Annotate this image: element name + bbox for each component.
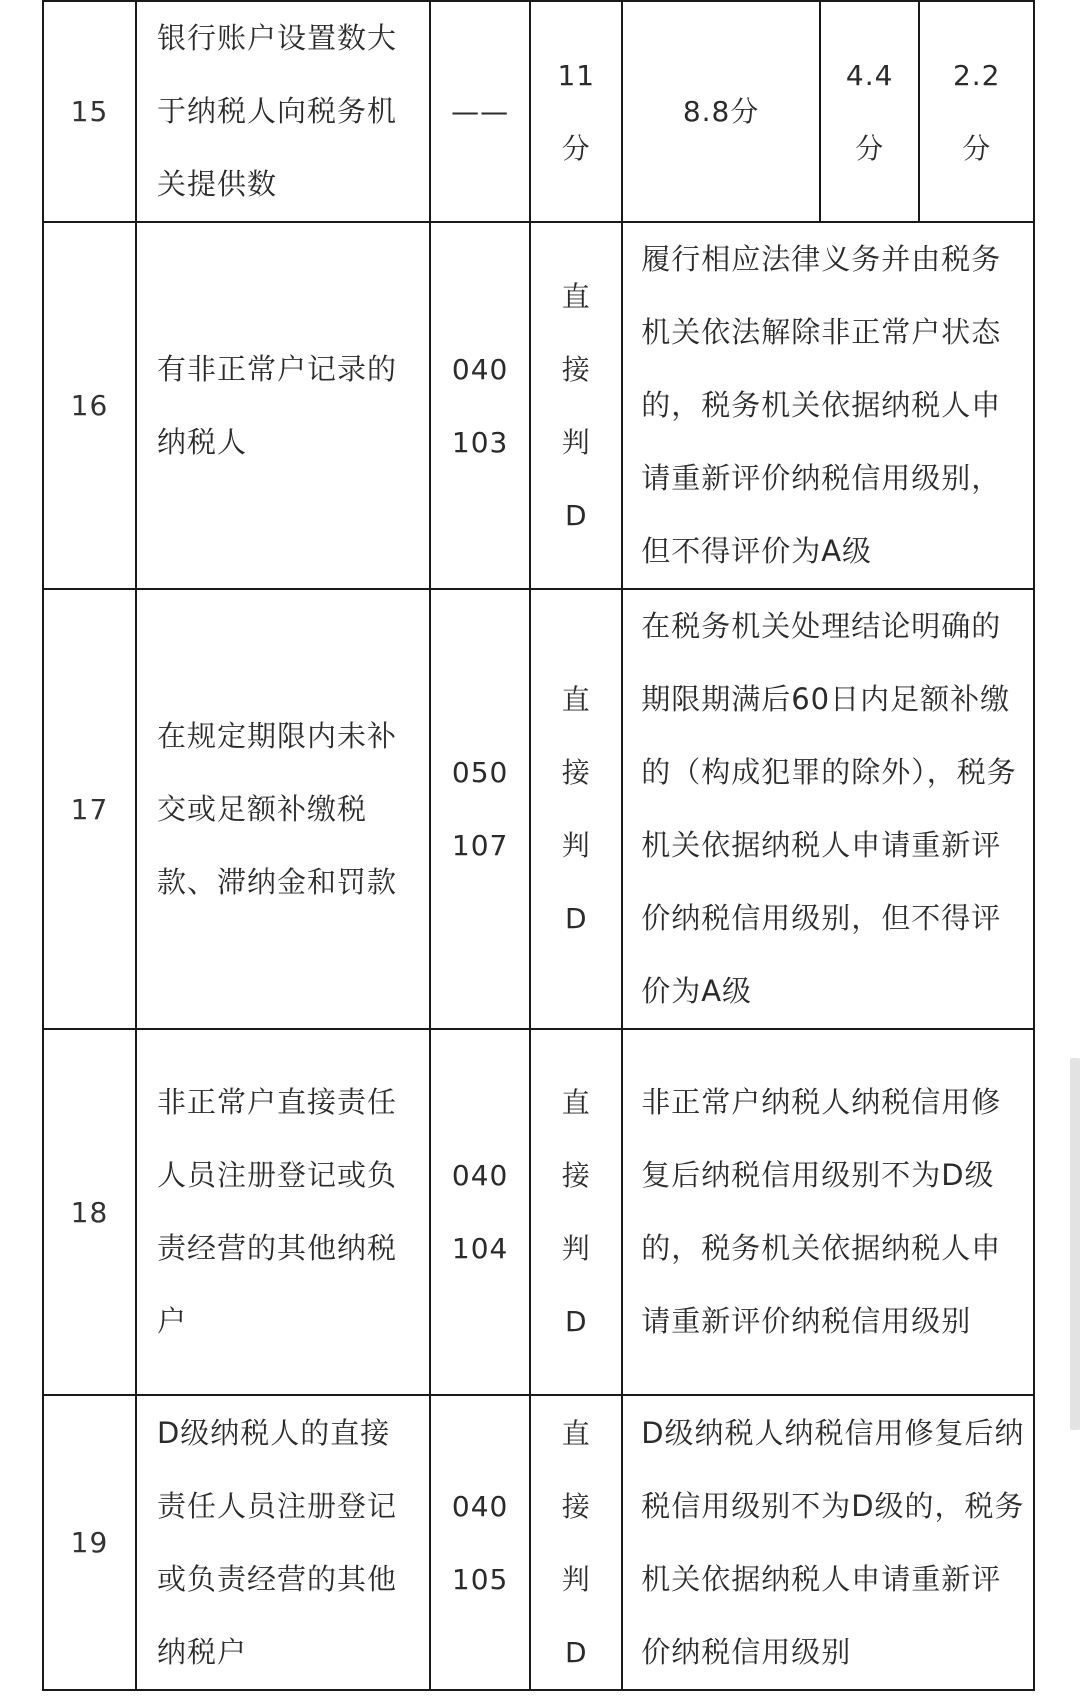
cell-score: 直 接 判 D: [530, 1395, 622, 1690]
table-row: [43, 589, 1034, 1029]
table-row: [43, 1029, 1034, 1395]
cell-score: 直 接 判 D: [530, 1029, 622, 1395]
cell-number: 15: [43, 1, 136, 222]
cell-item: 有非正常户记录的纳税人: [136, 222, 430, 589]
cell-code: ——: [430, 1, 531, 222]
cell-code: 040 103: [430, 222, 531, 589]
scrollbar-thumb[interactable]: [1070, 1058, 1080, 1430]
credit-evaluation-table: [42, 0, 1035, 1691]
cell-item: D级纳税人的直接责任人员注册登记或负责经营的其他纳税户: [136, 1395, 430, 1690]
table-row: [43, 1395, 1034, 1690]
cell-remedy-description: D级纳税人纳税信用修复后纳税信用级别不为D级的，税务机关依据纳税人申请重新评价纳税信用级别: [622, 1395, 1034, 1690]
cell-item: 在规定期限内未补交或足额补缴税款、滞纳金和罚款: [136, 589, 430, 1029]
cell-score: 直 接 判 D: [530, 589, 622, 1029]
cell-score: 11 分: [530, 1, 622, 222]
cell-code: 050 107: [430, 589, 531, 1029]
cell-remedy-description: 履行相应法律义务并由税务机关依法解除非正常户状态的，税务机关依据纳税人申请重新评价纳税信用级别，但不得评价为A级: [622, 222, 1034, 589]
table-row: [43, 222, 1034, 589]
cell-item: 银行账户设置数大于纳税人向税务机关提供数: [136, 1, 430, 222]
cell-code: 040 105: [430, 1395, 531, 1690]
cell-score-c: 2.2 分: [919, 1, 1034, 222]
cell-number: 16: [43, 222, 136, 589]
cell-score: 直 接 判 D: [530, 222, 622, 589]
cell-code: 040 104: [430, 1029, 531, 1395]
cell-score-a: 8.8分: [622, 1, 820, 222]
cell-number: 18: [43, 1029, 136, 1395]
cell-number: 19: [43, 1395, 136, 1690]
cell-remedy-description: 非正常户纳税人纳税信用修复后纳税信用级别不为D级的，税务机关依据纳税人申请重新评价纳税信用级别: [622, 1029, 1034, 1395]
cell-remedy-description: 在税务机关处理结论明确的期限期满后60日内足额补缴的（构成犯罪的除外），税务机关依据纳税人申请重新评价纳税信用级别，但不得评价为A级: [622, 589, 1034, 1029]
cell-item: 非正常户直接责任人员注册登记或负责经营的其他纳税户: [136, 1029, 430, 1395]
cell-score-b: 4.4 分: [820, 1, 919, 222]
table-row: [43, 1, 1034, 222]
cell-number: 17: [43, 589, 136, 1029]
